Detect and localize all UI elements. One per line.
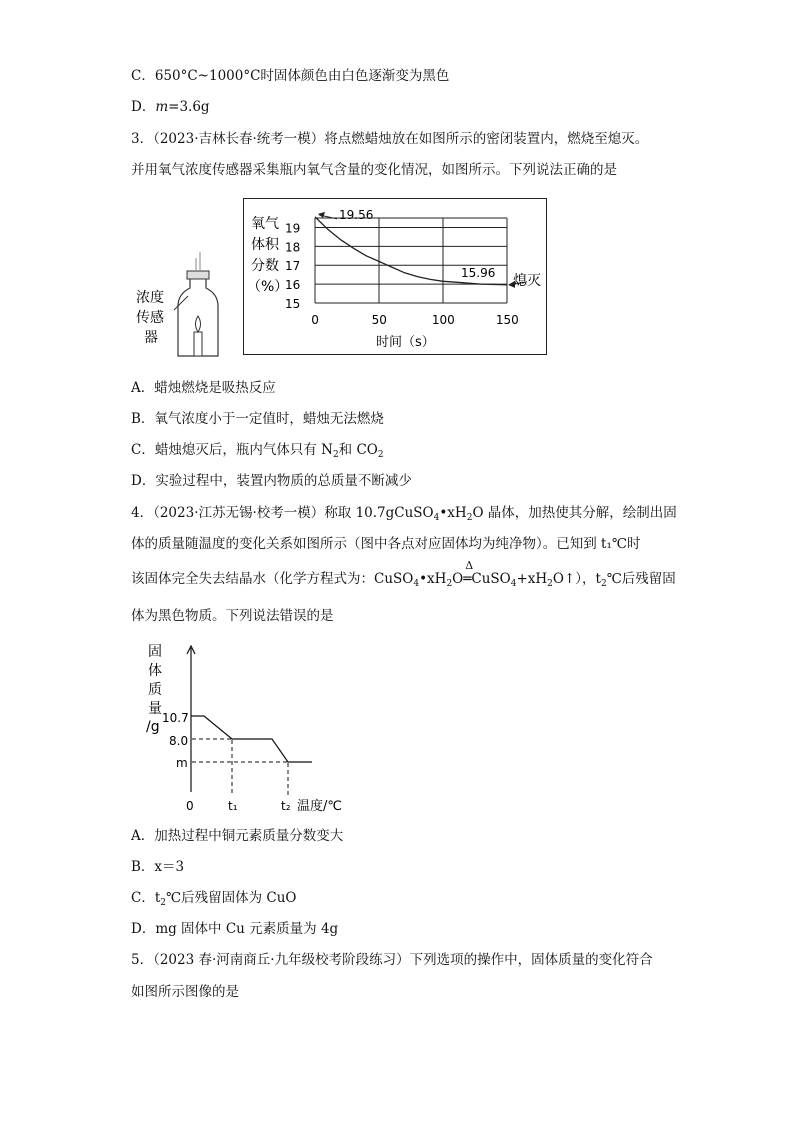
q4-s3s4: 2: [547, 579, 553, 589]
q2-option-d-label: D．: [131, 99, 156, 115]
q3-option-c-sub2: 2: [377, 450, 384, 460]
oxygen-ytick-15: 15: [285, 297, 301, 311]
bottle-figure: [130, 238, 240, 363]
q4-s3c: O: [452, 571, 464, 587]
q3-option-c: [131, 440, 384, 465]
annot-start-value: 19.56: [339, 207, 374, 222]
q5-stem-line2: 如图所示图像的是: [131, 984, 239, 1000]
q4-s3s5: 2: [600, 579, 607, 589]
q4-s3s3: 4: [510, 579, 517, 589]
q4-s3d: CuSO: [471, 571, 511, 587]
sensor-label-2: 传感: [136, 310, 164, 326]
annot-end-value: 15.96: [461, 265, 496, 280]
q4-s1c: O 晶体，加热使其分解，绘制出固: [472, 505, 677, 521]
oxygen-ylabel-0: 氧气: [251, 216, 279, 232]
q4-s3s1: 4: [413, 579, 420, 589]
q4-option-a: A．加热过程中铜元素质量分数变大: [131, 828, 344, 844]
mass-xlabel: 温度/℃: [297, 799, 342, 814]
q3-option-d: D．实验过程中，装置内物质的总质量不断减少: [131, 473, 412, 489]
q4-s3b: •xH: [419, 571, 447, 587]
candle-icon: [194, 332, 202, 356]
oxygen-xtick-150: 150: [495, 313, 519, 327]
q4-oc-a: C．t: [131, 890, 161, 906]
q2-option-d-var: m: [155, 99, 169, 115]
q4-stem-line1: [131, 503, 677, 528]
q2-option-d-value: =3.6g: [168, 99, 210, 115]
q4-option-c: [131, 888, 297, 913]
q3-stem-line2: 并用氧气浓度传感器采集瓶内氧气含量的变化情况，如图所示。下列说法正确的是: [131, 162, 617, 178]
mass-ylabel-4: /g: [146, 719, 160, 735]
q3-stem-line1: 3．（2023·吉林长春·统考一模）将点燃蜡烛放在如图所示的密闭装置内，燃烧至熄灭。: [131, 131, 649, 147]
oxygen-ylabel-2: 分数: [251, 258, 279, 274]
q3-option-b: B．氧气浓度小于一定值时，蜡烛无法燃烧: [131, 411, 384, 427]
q4-option-b: B．x＝3: [131, 859, 185, 875]
sensor-wire-icon: [196, 252, 200, 270]
mass-chart: [140, 640, 360, 820]
q4-s3a: 该固体完全失去结晶水（化学方程式为：CuSO: [131, 571, 414, 587]
q4-s1s2: 2: [466, 513, 473, 523]
q4-s3s2: 2: [446, 579, 453, 589]
mass-ylabel-2: 质: [148, 682, 162, 698]
q4-s3f: O↑），t: [552, 571, 601, 587]
mass-ytick-8.0: 8.0: [169, 734, 189, 748]
q3-option-a: A．蜡烛燃烧是吸热反应: [131, 380, 276, 396]
q4-option-d: D．mg 固体中 Cu 元素质量为 4g: [131, 921, 339, 937]
q4-s3e: +xH: [516, 571, 548, 587]
mass-xtick-t1: t₁: [228, 799, 238, 813]
q3-option-c-pre: C．蜡烛熄灭后，瓶内气体只有 N: [131, 442, 333, 458]
mass-ylabel-0: 固: [148, 644, 162, 660]
oxygen-xtick-50: 50: [371, 313, 387, 327]
annot-extinguish: 熄灭: [513, 272, 541, 289]
oxygen-xlabel: 时间（s）: [376, 335, 435, 350]
q2-option-c: C．650°C~1000°C时固体颜色由白色逐渐变为黑色: [131, 68, 450, 84]
q4-oc-s: 2: [160, 898, 166, 908]
delta-icon: Δ: [465, 559, 474, 572]
q4-stem-line2: 体的质量随温度的变化关系如图所示（图中各点对应固体均为纯净物）。已知到 t₁℃时: [131, 536, 641, 552]
mass-origin: 0: [186, 799, 194, 813]
q4-s1s1: 4: [433, 513, 440, 523]
q3-option-c-mid: 和 CO: [338, 442, 378, 458]
oxygen-xtick-100: 100: [431, 313, 455, 327]
flame-icon: [196, 316, 201, 332]
sensor-label-1: 浓度: [136, 290, 164, 306]
oxygen-ytick-18: 18: [285, 240, 301, 255]
q4-stem-line3: [131, 559, 676, 594]
oxygen-ytick-16: 16: [285, 278, 301, 293]
oxygen-ylabel-3: （%）: [247, 279, 289, 295]
mass-ytick-m: m: [176, 756, 188, 770]
mass-ylabel-1: 体: [148, 663, 162, 679]
oxygen-chart: [243, 198, 548, 356]
q4-s1a: 4．（2023·江苏无锡·校考一模）称取 10.7gCuSO: [131, 505, 434, 521]
oxygen-xtick-0: 0: [311, 313, 319, 327]
bottle-stopper: [187, 271, 209, 279]
q4-oc-b: ℃后残留固体为 CuO: [166, 890, 297, 906]
q4-stem-line4: 体为黑色物质。下列说法错误的是: [131, 608, 334, 624]
q2-option-d: [131, 97, 210, 117]
mass-ylabel: [146, 644, 162, 735]
q4-s1b: •xH: [439, 505, 467, 521]
oxygen-ylabel-1: 体积: [251, 237, 279, 253]
oxygen-ytick-17: 17: [285, 259, 301, 274]
q5-stem-line1: 5．（2023 春·河南商丘·九年级校考阶段练习）下列选项的操作中，固体质量的变化符合: [131, 952, 653, 968]
mass-ytick-10.7: 10.7: [162, 711, 189, 725]
q4-s3g: ℃后残留固: [606, 571, 676, 587]
oxygen-ytick-19: 19: [285, 221, 301, 236]
mass-xtick-t2: t₂: [281, 799, 291, 813]
q3-option-c-sub1: 2: [332, 450, 339, 460]
sensor-pointer: [174, 296, 188, 310]
mass-ylabel-3: 量: [148, 701, 162, 717]
sensor-label-3: 器: [144, 330, 158, 346]
q4-s3eq: ═: [463, 571, 472, 587]
